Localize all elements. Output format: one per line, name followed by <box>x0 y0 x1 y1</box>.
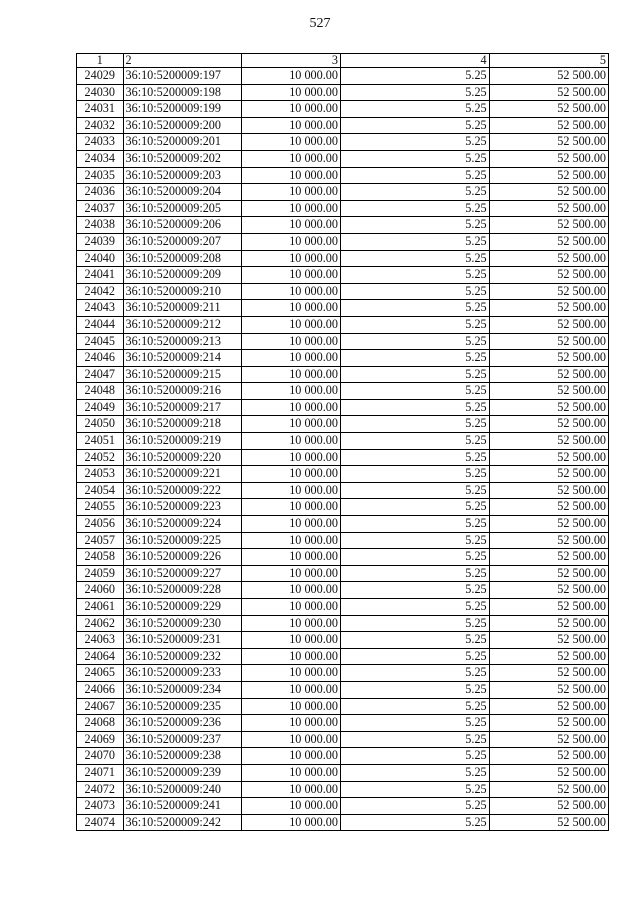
amount-value-cell: 52 500.00 <box>489 698 608 715</box>
amount-value-cell: 52 500.00 <box>489 217 608 234</box>
area-value-cell: 10 000.00 <box>241 715 340 732</box>
amount-value-cell: 52 500.00 <box>489 267 608 284</box>
area-value-cell: 10 000.00 <box>241 731 340 748</box>
area-value-cell: 10 000.00 <box>241 101 340 118</box>
area-value-cell: 10 000.00 <box>241 117 340 134</box>
rate-value-cell: 5.25 <box>340 416 489 433</box>
table-row <box>77 582 609 599</box>
row-number-cell: 24048 <box>77 383 124 400</box>
cadastral-number-cell: 36:10:5200009:202 <box>123 150 241 167</box>
row-number-cell: 24068 <box>77 715 124 732</box>
row-number-cell: 24044 <box>77 316 124 333</box>
row-number-cell: 24055 <box>77 499 124 516</box>
row-number-cell: 24069 <box>77 731 124 748</box>
area-value-cell: 10 000.00 <box>241 250 340 267</box>
amount-value-cell: 52 500.00 <box>489 549 608 566</box>
table-row <box>77 715 609 732</box>
row-number-cell: 24073 <box>77 798 124 815</box>
table-row <box>77 764 609 781</box>
amount-value-cell: 52 500.00 <box>489 615 608 632</box>
row-number-cell: 24049 <box>77 399 124 416</box>
rate-value-cell: 5.25 <box>340 748 489 765</box>
row-number-cell: 24050 <box>77 416 124 433</box>
cadastral-number-cell: 36:10:5200009:223 <box>123 499 241 516</box>
amount-value-cell: 52 500.00 <box>489 150 608 167</box>
rate-value-cell: 5.25 <box>340 267 489 284</box>
row-number-cell: 24064 <box>77 648 124 665</box>
cadastral-number-cell: 36:10:5200009:229 <box>123 599 241 616</box>
cadastral-number-cell: 36:10:5200009:217 <box>123 399 241 416</box>
rate-value-cell: 5.25 <box>340 300 489 317</box>
cadastral-number-cell: 36:10:5200009:232 <box>123 648 241 665</box>
row-number-cell: 24034 <box>77 150 124 167</box>
rate-value-cell: 5.25 <box>340 117 489 134</box>
data-table <box>76 53 609 831</box>
amount-value-cell: 52 500.00 <box>489 134 608 151</box>
cadastral-number-cell: 36:10:5200009:225 <box>123 532 241 549</box>
table-row <box>77 233 609 250</box>
rate-value-cell: 5.25 <box>340 200 489 217</box>
cadastral-number-cell: 36:10:5200009:212 <box>123 316 241 333</box>
cadastral-number-cell: 36:10:5200009:230 <box>123 615 241 632</box>
row-number-cell: 24058 <box>77 549 124 566</box>
area-value-cell: 10 000.00 <box>241 681 340 698</box>
rate-value-cell: 5.25 <box>340 383 489 400</box>
table-row <box>77 117 609 134</box>
table-row <box>77 101 609 118</box>
table-row <box>77 698 609 715</box>
rate-value-cell: 5.25 <box>340 366 489 383</box>
table-row <box>77 798 609 815</box>
rate-value-cell: 5.25 <box>340 814 489 831</box>
amount-value-cell: 52 500.00 <box>489 68 608 85</box>
row-number-cell: 24039 <box>77 233 124 250</box>
table-row <box>77 267 609 284</box>
area-value-cell: 10 000.00 <box>241 267 340 284</box>
area-value-cell: 10 000.00 <box>241 167 340 184</box>
row-number-cell: 24063 <box>77 632 124 649</box>
cadastral-number-cell: 36:10:5200009:200 <box>123 117 241 134</box>
rate-value-cell: 5.25 <box>340 482 489 499</box>
amount-value-cell: 52 500.00 <box>489 731 608 748</box>
area-value-cell: 10 000.00 <box>241 150 340 167</box>
table-header-row <box>77 54 609 68</box>
table-row <box>77 549 609 566</box>
rate-value-cell: 5.25 <box>340 399 489 416</box>
cadastral-number-cell: 36:10:5200009:211 <box>123 300 241 317</box>
row-number-cell: 24040 <box>77 250 124 267</box>
rate-value-cell: 5.25 <box>340 615 489 632</box>
rate-value-cell: 5.25 <box>340 731 489 748</box>
table-row <box>77 134 609 151</box>
cadastral-number-cell: 36:10:5200009:231 <box>123 632 241 649</box>
rate-value-cell: 5.25 <box>340 798 489 815</box>
rate-value-cell: 5.25 <box>340 582 489 599</box>
cadastral-number-cell: 36:10:5200009:233 <box>123 665 241 682</box>
cadastral-number-cell: 36:10:5200009:237 <box>123 731 241 748</box>
rate-value-cell: 5.25 <box>340 217 489 234</box>
rate-value-cell: 5.25 <box>340 648 489 665</box>
area-value-cell: 10 000.00 <box>241 134 340 151</box>
amount-value-cell: 52 500.00 <box>489 532 608 549</box>
row-number-cell: 24074 <box>77 814 124 831</box>
table-row <box>77 383 609 400</box>
row-number-cell: 24035 <box>77 167 124 184</box>
amount-value-cell: 52 500.00 <box>489 599 608 616</box>
cadastral-number-cell: 36:10:5200009:197 <box>123 68 241 85</box>
area-value-cell: 10 000.00 <box>241 283 340 300</box>
row-number-cell: 24070 <box>77 748 124 765</box>
rate-value-cell: 5.25 <box>340 433 489 450</box>
rate-value-cell: 5.25 <box>340 449 489 466</box>
amount-value-cell: 52 500.00 <box>489 582 608 599</box>
rate-value-cell: 5.25 <box>340 350 489 367</box>
rate-value-cell: 5.25 <box>340 532 489 549</box>
table-row <box>77 316 609 333</box>
amount-value-cell: 52 500.00 <box>489 200 608 217</box>
amount-value-cell: 52 500.00 <box>489 516 608 533</box>
amount-value-cell: 52 500.00 <box>489 565 608 582</box>
cadastral-number-cell: 36:10:5200009:227 <box>123 565 241 582</box>
rate-value-cell: 5.25 <box>340 549 489 566</box>
table-row <box>77 516 609 533</box>
row-number-cell: 24060 <box>77 582 124 599</box>
table-row <box>77 433 609 450</box>
column-header-2: 2 <box>123 54 241 68</box>
cadastral-number-cell: 36:10:5200009:215 <box>123 366 241 383</box>
cadastral-number-cell: 36:10:5200009:213 <box>123 333 241 350</box>
table-row <box>77 565 609 582</box>
amount-value-cell: 52 500.00 <box>489 466 608 483</box>
cadastral-number-cell: 36:10:5200009:199 <box>123 101 241 118</box>
amount-value-cell: 52 500.00 <box>489 350 608 367</box>
area-value-cell: 10 000.00 <box>241 399 340 416</box>
table-row <box>77 184 609 201</box>
amount-value-cell: 52 500.00 <box>489 117 608 134</box>
area-value-cell: 10 000.00 <box>241 316 340 333</box>
row-number-cell: 24056 <box>77 516 124 533</box>
table-row <box>77 665 609 682</box>
area-value-cell: 10 000.00 <box>241 632 340 649</box>
area-value-cell: 10 000.00 <box>241 333 340 350</box>
amount-value-cell: 52 500.00 <box>489 383 608 400</box>
rate-value-cell: 5.25 <box>340 516 489 533</box>
table-row <box>77 200 609 217</box>
area-value-cell: 10 000.00 <box>241 798 340 815</box>
amount-value-cell: 52 500.00 <box>489 632 608 649</box>
cadastral-number-cell: 36:10:5200009:218 <box>123 416 241 433</box>
area-value-cell: 10 000.00 <box>241 366 340 383</box>
row-number-cell: 24071 <box>77 764 124 781</box>
area-value-cell: 10 000.00 <box>241 814 340 831</box>
cadastral-number-cell: 36:10:5200009:216 <box>123 383 241 400</box>
table-row <box>77 217 609 234</box>
rate-value-cell: 5.25 <box>340 283 489 300</box>
table-row <box>77 781 609 798</box>
amount-value-cell: 52 500.00 <box>489 283 608 300</box>
row-number-cell: 24036 <box>77 184 124 201</box>
amount-value-cell: 52 500.00 <box>489 814 608 831</box>
cadastral-number-cell: 36:10:5200009:224 <box>123 516 241 533</box>
table-row <box>77 283 609 300</box>
table-row <box>77 648 609 665</box>
table-body <box>77 68 609 831</box>
amount-value-cell: 52 500.00 <box>489 300 608 317</box>
area-value-cell: 10 000.00 <box>241 300 340 317</box>
row-number-cell: 24033 <box>77 134 124 151</box>
rate-value-cell: 5.25 <box>340 681 489 698</box>
table-row <box>77 167 609 184</box>
row-number-cell: 24052 <box>77 449 124 466</box>
row-number-cell: 24031 <box>77 101 124 118</box>
table-row <box>77 632 609 649</box>
page-number: 527 <box>309 16 331 31</box>
cadastral-number-cell: 36:10:5200009:239 <box>123 764 241 781</box>
table-row <box>77 150 609 167</box>
area-value-cell: 10 000.00 <box>241 416 340 433</box>
rate-value-cell: 5.25 <box>340 68 489 85</box>
area-value-cell: 10 000.00 <box>241 516 340 533</box>
amount-value-cell: 52 500.00 <box>489 233 608 250</box>
table-row <box>77 366 609 383</box>
area-value-cell: 10 000.00 <box>241 599 340 616</box>
row-number-cell: 24038 <box>77 217 124 234</box>
rate-value-cell: 5.25 <box>340 316 489 333</box>
cadastral-number-cell: 36:10:5200009:219 <box>123 433 241 450</box>
rate-value-cell: 5.25 <box>340 466 489 483</box>
area-value-cell: 10 000.00 <box>241 383 340 400</box>
area-value-cell: 10 000.00 <box>241 217 340 234</box>
amount-value-cell: 52 500.00 <box>489 84 608 101</box>
rate-value-cell: 5.25 <box>340 167 489 184</box>
area-value-cell: 10 000.00 <box>241 449 340 466</box>
row-number-cell: 24030 <box>77 84 124 101</box>
table-row <box>77 350 609 367</box>
amount-value-cell: 52 500.00 <box>489 764 608 781</box>
cadastral-number-cell: 36:10:5200009:226 <box>123 549 241 566</box>
area-value-cell: 10 000.00 <box>241 748 340 765</box>
row-number-cell: 24032 <box>77 117 124 134</box>
area-value-cell: 10 000.00 <box>241 233 340 250</box>
cadastral-number-cell: 36:10:5200009:208 <box>123 250 241 267</box>
table-row <box>77 499 609 516</box>
cadastral-number-cell: 36:10:5200009:222 <box>123 482 241 499</box>
amount-value-cell: 52 500.00 <box>489 416 608 433</box>
table-row <box>77 814 609 831</box>
cadastral-number-cell: 36:10:5200009:204 <box>123 184 241 201</box>
table-row <box>77 681 609 698</box>
cadastral-number-cell: 36:10:5200009:241 <box>123 798 241 815</box>
table-row <box>77 84 609 101</box>
area-value-cell: 10 000.00 <box>241 84 340 101</box>
cadastral-number-cell: 36:10:5200009:201 <box>123 134 241 151</box>
amount-value-cell: 52 500.00 <box>489 101 608 118</box>
area-value-cell: 10 000.00 <box>241 433 340 450</box>
area-value-cell: 10 000.00 <box>241 184 340 201</box>
area-value-cell: 10 000.00 <box>241 698 340 715</box>
table-row <box>77 482 609 499</box>
cadastral-number-cell: 36:10:5200009:234 <box>123 681 241 698</box>
table-row <box>77 466 609 483</box>
row-number-cell: 24046 <box>77 350 124 367</box>
row-number-cell: 24043 <box>77 300 124 317</box>
amount-value-cell: 52 500.00 <box>489 715 608 732</box>
amount-value-cell: 52 500.00 <box>489 681 608 698</box>
table-row <box>77 416 609 433</box>
amount-value-cell: 52 500.00 <box>489 449 608 466</box>
amount-value-cell: 52 500.00 <box>489 648 608 665</box>
table-row <box>77 748 609 765</box>
rate-value-cell: 5.25 <box>340 781 489 798</box>
column-header-5: 5 <box>489 54 608 68</box>
row-number-cell: 24053 <box>77 466 124 483</box>
amount-value-cell: 52 500.00 <box>489 798 608 815</box>
cadastral-number-cell: 36:10:5200009:209 <box>123 267 241 284</box>
amount-value-cell: 52 500.00 <box>489 184 608 201</box>
table-row <box>77 300 609 317</box>
row-number-cell: 24042 <box>77 283 124 300</box>
table-row <box>77 532 609 549</box>
cadastral-number-cell: 36:10:5200009:240 <box>123 781 241 798</box>
amount-value-cell: 52 500.00 <box>489 665 608 682</box>
area-value-cell: 10 000.00 <box>241 648 340 665</box>
rate-value-cell: 5.25 <box>340 599 489 616</box>
rate-value-cell: 5.25 <box>340 84 489 101</box>
column-header-1: 1 <box>77 54 124 68</box>
row-number-cell: 24072 <box>77 781 124 798</box>
area-value-cell: 10 000.00 <box>241 565 340 582</box>
amount-value-cell: 52 500.00 <box>489 482 608 499</box>
row-number-cell: 24041 <box>77 267 124 284</box>
cadastral-number-cell: 36:10:5200009:198 <box>123 84 241 101</box>
area-value-cell: 10 000.00 <box>241 350 340 367</box>
rate-value-cell: 5.25 <box>340 134 489 151</box>
table-row <box>77 333 609 350</box>
area-value-cell: 10 000.00 <box>241 764 340 781</box>
cadastral-number-cell: 36:10:5200009:203 <box>123 167 241 184</box>
amount-value-cell: 52 500.00 <box>489 781 608 798</box>
cadastral-number-cell: 36:10:5200009:221 <box>123 466 241 483</box>
amount-value-cell: 52 500.00 <box>489 499 608 516</box>
rate-value-cell: 5.25 <box>340 233 489 250</box>
row-number-cell: 24051 <box>77 433 124 450</box>
rate-value-cell: 5.25 <box>340 565 489 582</box>
cadastral-number-cell: 36:10:5200009:205 <box>123 200 241 217</box>
table-row <box>77 731 609 748</box>
amount-value-cell: 52 500.00 <box>489 316 608 333</box>
rate-value-cell: 5.25 <box>340 665 489 682</box>
table-row <box>77 399 609 416</box>
rate-value-cell: 5.25 <box>340 184 489 201</box>
row-number-cell: 24065 <box>77 665 124 682</box>
cadastral-number-cell: 36:10:5200009:206 <box>123 217 241 234</box>
row-number-cell: 24062 <box>77 615 124 632</box>
area-value-cell: 10 000.00 <box>241 615 340 632</box>
cadastral-number-cell: 36:10:5200009:238 <box>123 748 241 765</box>
cadastral-number-cell: 36:10:5200009:210 <box>123 283 241 300</box>
row-number-cell: 24059 <box>77 565 124 582</box>
rate-value-cell: 5.25 <box>340 101 489 118</box>
cadastral-number-cell: 36:10:5200009:207 <box>123 233 241 250</box>
cadastral-number-cell: 36:10:5200009:235 <box>123 698 241 715</box>
cadastral-number-cell: 36:10:5200009:242 <box>123 814 241 831</box>
amount-value-cell: 52 500.00 <box>489 748 608 765</box>
cadastral-number-cell: 36:10:5200009:220 <box>123 449 241 466</box>
rate-value-cell: 5.25 <box>340 632 489 649</box>
rate-value-cell: 5.25 <box>340 150 489 167</box>
area-value-cell: 10 000.00 <box>241 582 340 599</box>
table-row <box>77 68 609 85</box>
area-value-cell: 10 000.00 <box>241 466 340 483</box>
area-value-cell: 10 000.00 <box>241 549 340 566</box>
rate-value-cell: 5.25 <box>340 333 489 350</box>
cadastral-number-cell: 36:10:5200009:228 <box>123 582 241 599</box>
area-value-cell: 10 000.00 <box>241 68 340 85</box>
row-number-cell: 24067 <box>77 698 124 715</box>
rate-value-cell: 5.25 <box>340 499 489 516</box>
column-header-3: 3 <box>241 54 340 68</box>
area-value-cell: 10 000.00 <box>241 499 340 516</box>
cadastral-number-cell: 36:10:5200009:236 <box>123 715 241 732</box>
row-number-cell: 24054 <box>77 482 124 499</box>
row-number-cell: 24066 <box>77 681 124 698</box>
table-row <box>77 599 609 616</box>
amount-value-cell: 52 500.00 <box>489 399 608 416</box>
area-value-cell: 10 000.00 <box>241 532 340 549</box>
amount-value-cell: 52 500.00 <box>489 167 608 184</box>
rate-value-cell: 5.25 <box>340 764 489 781</box>
rate-value-cell: 5.25 <box>340 715 489 732</box>
rate-value-cell: 5.25 <box>340 698 489 715</box>
row-number-cell: 24057 <box>77 532 124 549</box>
amount-value-cell: 52 500.00 <box>489 366 608 383</box>
area-value-cell: 10 000.00 <box>241 781 340 798</box>
cadastral-number-cell: 36:10:5200009:214 <box>123 350 241 367</box>
row-number-cell: 24061 <box>77 599 124 616</box>
row-number-cell: 24047 <box>77 366 124 383</box>
row-number-cell: 24037 <box>77 200 124 217</box>
amount-value-cell: 52 500.00 <box>489 433 608 450</box>
table-row <box>77 250 609 267</box>
row-number-cell: 24045 <box>77 333 124 350</box>
table-row <box>77 449 609 466</box>
area-value-cell: 10 000.00 <box>241 200 340 217</box>
column-header-4: 4 <box>340 54 489 68</box>
table-row <box>77 615 609 632</box>
area-value-cell: 10 000.00 <box>241 482 340 499</box>
row-number-cell: 24029 <box>77 68 124 85</box>
amount-value-cell: 52 500.00 <box>489 250 608 267</box>
rate-value-cell: 5.25 <box>340 250 489 267</box>
amount-value-cell: 52 500.00 <box>489 333 608 350</box>
area-value-cell: 10 000.00 <box>241 665 340 682</box>
